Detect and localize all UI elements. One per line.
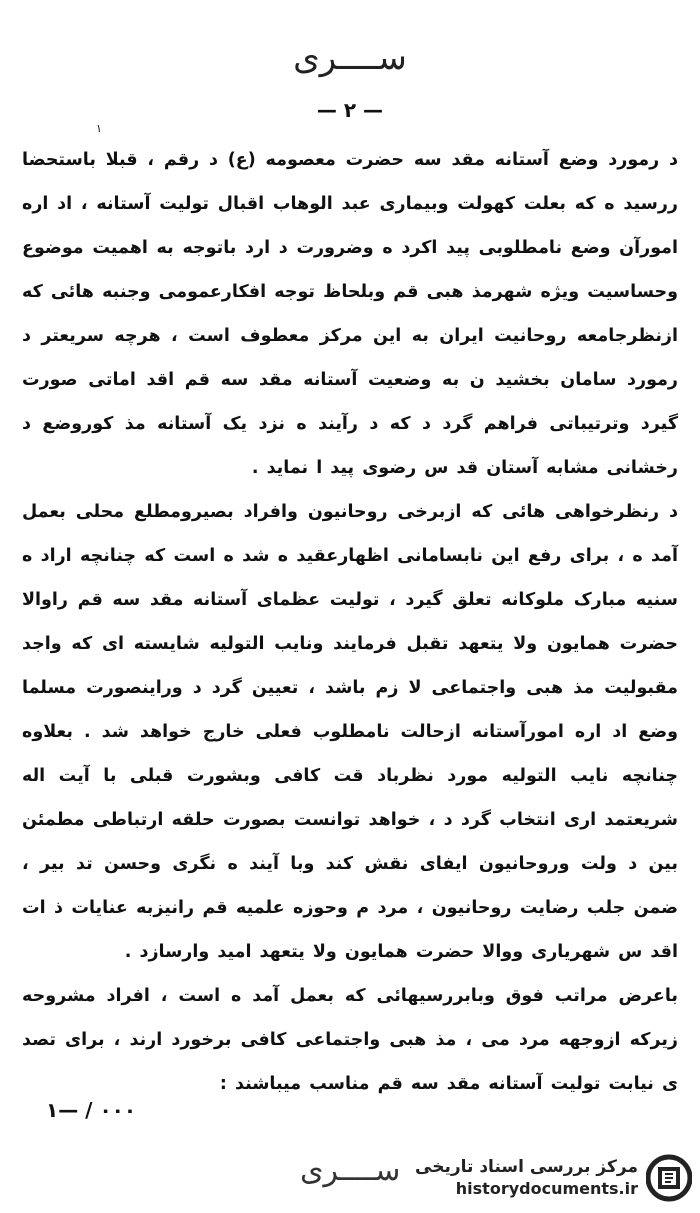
paragraph-3: باعرض مراتب فوق وبابررسیهائی که بعمل آمد ه است ، افراد مشروحه زیرکه ازوجهه مرد می ، مذ هبی واجتماعی کافی برخورد ارند ، برای تصد ی نیابت تولیت آستانه مقد سه قم مناسب میباشند : [22,986,678,1094]
classification-stamp-bottom: ســــری [300,1153,401,1188]
classification-stamp-top: ســــری [293,38,407,78]
watermark-title: مرکز بررسی اسناد تاریخی [415,1157,638,1177]
page-number: — ۲ — [316,98,384,122]
reference-number: ١— / ۰۰۰ [46,1098,137,1122]
paragraph-2: د رنظرخواهی هائی که ازبرخی روحانیون وافراد بصیرومطلع محلی بعمل آمد ه ، برای رفع این نابسامانی اظهارعقید ه شد ه است که چنانچه اراد ه سنیه مبارک ملوکانه تعلق گیرد ، تولیت عظمای آستانه مقد سه قم راوالا حضرت همایون ولا یتعهد تقبل فرمایند ونایب التولیه شایسته ای که واجد مقبولیت مذ هبی واجتماعی لا زم باشد ، تعیین گرد د وراینصورت مسلما وضع اد اره امورآستانه ازحالت نامطلوب فعلی خارج خواهد شد . بعلاوه چنانچه نایب التولیه مورد نظرباد قت کافی وبشورت قبلی با آیت اله شریعتمد اری انتخاب گرد د ، خواهد توانست بصورت حلقه ارتباطی مطمئن بین د ولت وروحانیون ایفای نقش کند وبا آیند ه نگری وحسن تد بیر ، ضمن جلب رضایت روحانیون ، مرد م وحوزه علمیه قم رانیزبه عنایات ذ ات اقد س شهریاری ووالا حضرت همایون ولا یتعهد امید وارسازد . [22,502,678,962]
document-body [22,138,678,1106]
watermark [392,1149,692,1207]
footnote-mark: ۱ [96,122,102,135]
archive-logo-icon [646,1153,692,1203]
paragraph-1: د رمورد وضع آستانه مقد سه حضرت معصومه (ع) د رقم ، قبلا باستحضا ررسید ه که بعلت کهولت وبیماری عبد الوهاب اقبال تولیت آستانه ، اد اره امورآن وضع نامطلوبی پید اکرد ه وضرورت د ارد باتوجه به اهمیت موضوع وحساسیت ویژه شهرمذ هبی قم وبلحاظ توجه افکارعمومی وجنبه هائی که ازنظرجامعه روحانیت ایران به این مرکز معطوف است ، هرچه سریعتر د رمورد سامان بخشید ن به وضعیت آستانه مقد سه قم اقد اماتی صورت گیرد وترتیباتی فراهم گرد د که د رآیند ه نزد یک آستانه مذ کوروضع د رخشانی مشابه آستان قد س رضوی پید ا نماید . [22,150,678,478]
watermark-url: historydocuments.ir [455,1179,638,1198]
watermark-text [415,1156,638,1200]
